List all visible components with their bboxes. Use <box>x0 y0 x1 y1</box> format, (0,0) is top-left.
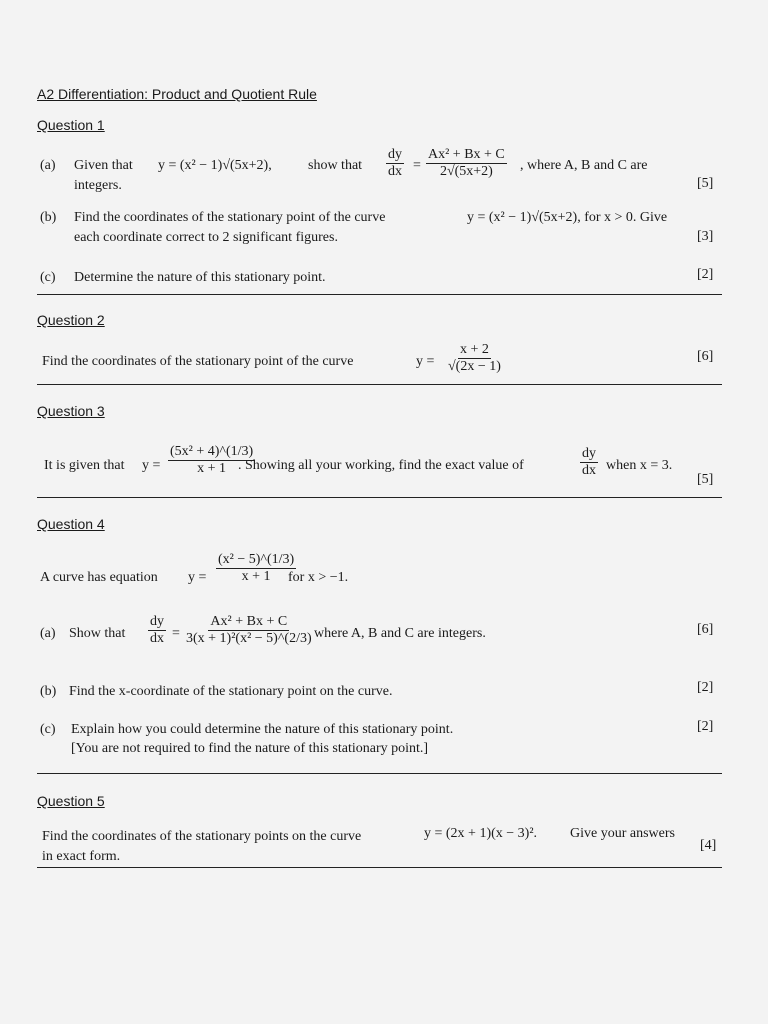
q1-part-b-label: (b) <box>40 210 57 225</box>
q1-part-a-label: (a) <box>40 158 56 173</box>
q1a-text-integers: integers. <box>74 178 122 193</box>
q3-text-2: . Showing all your working, find the exact value of <box>238 458 524 473</box>
q1b-text: Find the coordinates of the stationary point of the curve <box>74 210 386 225</box>
q1-part-c-label: (c) <box>40 270 56 285</box>
q1a-text-show: show that <box>308 158 363 173</box>
q3-marks: [5] <box>697 472 714 487</box>
q3-derivative <box>578 446 600 479</box>
q1a-fraction <box>424 147 509 180</box>
q4a-text-show: Show that <box>69 626 126 641</box>
q4c-text-2: [You are not required to find the nature of this stationary point.] <box>71 741 429 756</box>
q4a-frac-denominator: 3(x + 1)²(x² − 5)^(2/3) <box>186 631 312 647</box>
q4c-text-1: Explain how you could determine the nature of this stationary point. <box>71 722 454 737</box>
q2-frac-denominator: √(2x − 1) <box>448 359 501 375</box>
q4a-fraction <box>182 614 316 647</box>
q2-text: Find the coordinates of the stationary point of the curve <box>42 354 354 369</box>
q1a-text-given: Given that <box>74 158 133 173</box>
q3-frac-numerator: (5x² + 4)^(1/3) <box>168 444 255 461</box>
q1a-frac-numerator: Ax² + Bx + C <box>426 147 507 164</box>
q5-text-3: in exact form. <box>42 849 121 864</box>
q3-text-1: It is given that <box>44 458 125 473</box>
question-4-heading: Question 4 <box>37 516 105 532</box>
dy: dy <box>148 614 166 631</box>
q4b-text: Find the x-coordinate of the stationary point on the curve. <box>69 684 393 699</box>
q1b-marks: [3] <box>697 229 714 244</box>
q4b-marks: [2] <box>697 680 714 695</box>
q4a-derivative <box>146 614 168 647</box>
divider <box>37 773 722 774</box>
q5-marks: [4] <box>700 838 717 853</box>
q4-part-a-label: (a) <box>40 626 56 641</box>
dx: dx <box>388 164 402 180</box>
q2-eq-lhs: y = <box>416 354 435 369</box>
q4a-text-where: where A, B and C are integers. <box>314 626 486 641</box>
q5-equation: y = (2x + 1)(x − 3)². <box>424 826 538 841</box>
q4-fraction <box>214 552 298 585</box>
q4-eq-lhs: y = <box>188 570 207 585</box>
q4-part-c-label: (c) <box>40 722 56 737</box>
dy: dy <box>580 446 598 463</box>
q1a-derivative <box>384 147 406 180</box>
question-5-heading: Question 5 <box>37 793 105 809</box>
q2-fraction <box>444 342 505 375</box>
q1a-frac-denominator: 2√(5x+2) <box>439 164 493 180</box>
q3-text-3: when x = 3. <box>606 458 673 473</box>
question-1-heading: Question 1 <box>37 117 105 133</box>
q3-frac-denominator: x + 1 <box>197 461 227 477</box>
divider <box>37 294 722 295</box>
q2-frac-numerator: x + 2 <box>458 342 491 359</box>
question-3-heading: Question 3 <box>37 403 105 419</box>
document-title: A2 Differentiation: Product and Quotient Rule <box>37 86 317 102</box>
q5-text-2: Give your answers <box>570 826 675 841</box>
dy: dy <box>386 147 404 164</box>
q1c-text: Determine the nature of this stationary point. <box>74 270 326 285</box>
q1a-text-where: , where A, B and C are <box>520 158 648 173</box>
divider <box>37 497 722 498</box>
dx: dx <box>582 463 596 479</box>
q3-eq-lhs: y = <box>142 458 161 473</box>
q4-part-b-label: (b) <box>40 684 57 699</box>
q4a-marks: [6] <box>697 622 714 637</box>
q2-marks: [6] <box>697 349 714 364</box>
q1a-marks: [5] <box>697 176 714 191</box>
q4-frac-numerator: (x² − 5)^(1/3) <box>216 552 296 569</box>
divider <box>37 384 722 385</box>
q4a-frac-numerator: Ax² + Bx + C <box>208 614 289 631</box>
question-2-heading: Question 2 <box>37 312 105 328</box>
q1a-equation: y = (x² − 1)√(5x+2), <box>158 158 272 173</box>
q5-text-1: Find the coordinates of the stationary points on the curve <box>42 829 362 844</box>
dx: dx <box>150 631 164 647</box>
q4-intro-tail: for x > −1. <box>288 570 349 585</box>
q1b-text-2: each coordinate correct to 2 significant figures. <box>74 230 338 245</box>
q1c-marks: [2] <box>697 267 714 282</box>
divider <box>37 867 722 868</box>
q4c-marks: [2] <box>697 719 714 734</box>
q1b-equation: y = (x² − 1)√(5x+2), for x > 0. Give <box>467 210 668 225</box>
q4-frac-denominator: x + 1 <box>241 569 271 585</box>
q4-intro-text: A curve has equation <box>40 570 158 585</box>
